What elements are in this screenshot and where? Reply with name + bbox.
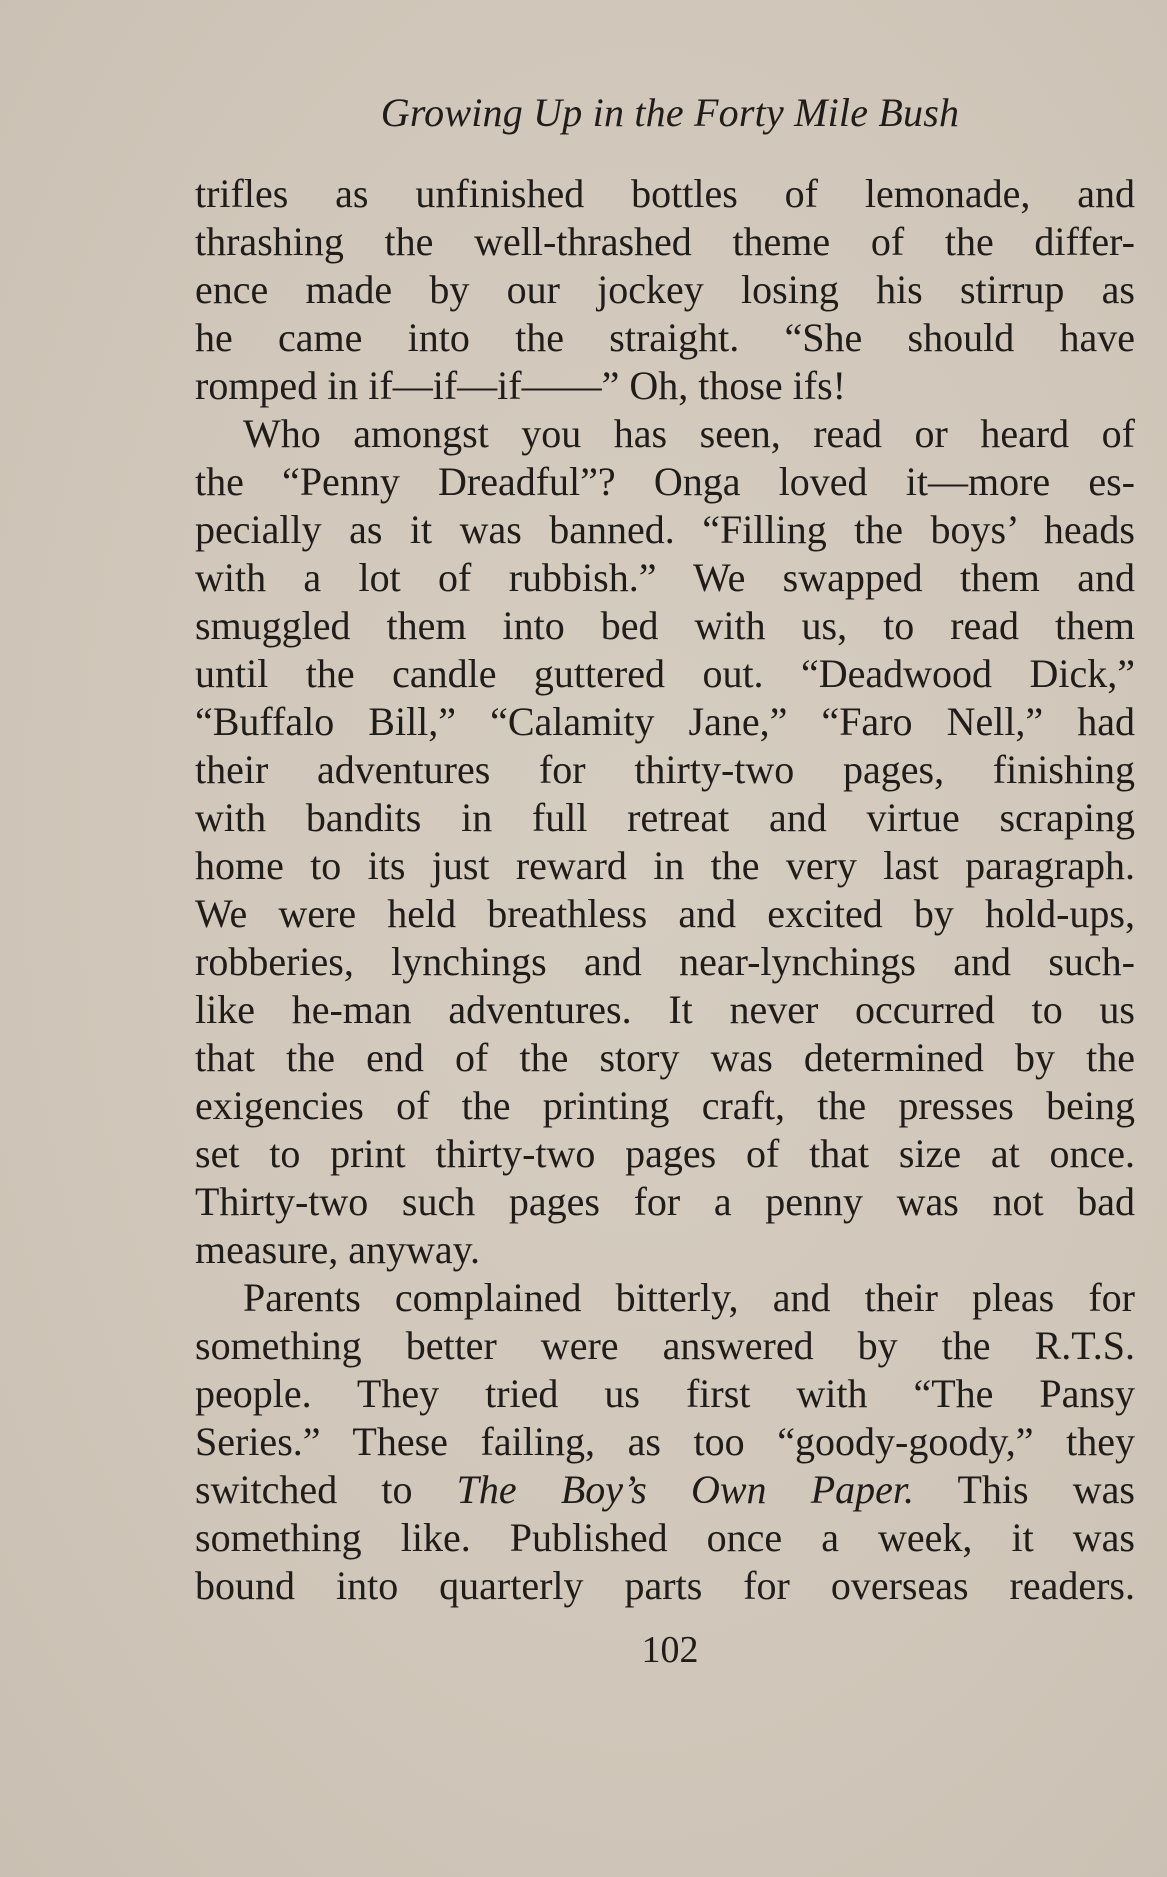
text-line: Who amongst you has seen, read or heard of <box>243 411 1135 456</box>
text-line: romped in if—if—if——” Oh, those ifs! <box>195 363 846 408</box>
text-line: with a lot of rubbish.” We swapped them and <box>195 555 1135 600</box>
text-line: thrashing the well-thrashed theme of the differ- <box>195 219 1135 264</box>
text-line: something better were answered by the R.T.S. <box>195 1323 1135 1368</box>
text-line: like he-man adventures. It never occurred to us <box>195 987 1135 1032</box>
text-line: with bandits in full retreat and virtue scraping <box>195 795 1135 840</box>
text-line: until the candle guttered out. “Deadwood Dick,” <box>195 651 1135 696</box>
text-line: robberies, lynchings and near-lynchings and such- <box>195 939 1135 984</box>
text-line: he came into the straight. “She should have <box>195 315 1135 360</box>
text-line-segment: This was <box>914 1467 1135 1512</box>
page-number: 102 <box>641 1629 699 1671</box>
text-line: exigencies of the printing craft, the presses being <box>195 1083 1135 1128</box>
running-head: Growing Up in the Forty Mile Bush <box>380 90 960 135</box>
text-line: smuggled them into bed with us, to read them <box>195 603 1135 648</box>
text-line: people. They tried us first with “The Pansy <box>195 1371 1135 1416</box>
text-line: We were held breathless and excited by hold-ups, <box>195 891 1135 936</box>
text-line: bound into quarterly parts for overseas readers. <box>195 1563 1135 1608</box>
text-line: Series.” These failing, as too “goody-goody,” they <box>195 1419 1135 1464</box>
text-line: their adventures for thirty-two pages, finishing <box>195 747 1135 792</box>
text-line: “Buffalo Bill,” “Calamity Jane,” “Faro Nell,” had <box>195 699 1135 744</box>
body-text <box>195 170 1135 1610</box>
text-line: home to its just reward in the very last paragraph. <box>195 843 1135 888</box>
text-line: something like. Published once a week, it was <box>195 1515 1135 1560</box>
text-line: set to print thirty-two pages of that size at once. <box>195 1131 1135 1176</box>
text-line: that the end of the story was determined by the <box>195 1035 1135 1080</box>
text-line: Thirty-two such pages for a penny was not bad <box>195 1179 1135 1224</box>
text-line: trifles as unfinished bottles of lemonade, and <box>195 171 1135 216</box>
text-line: the “Penny Dreadful”? Onga loved it—more es- <box>195 459 1135 504</box>
italic-title: The Boy’s Own Paper. <box>456 1467 915 1512</box>
text-line: Parents complained bitterly, and their pleas for <box>243 1275 1135 1320</box>
text-line <box>195 1466 1135 1514</box>
text-line-segment: switched to <box>195 1467 457 1512</box>
text-line: measure, anyway. <box>195 1227 481 1272</box>
text-line: pecially as it was banned. “Filling the boys’ heads <box>195 507 1135 552</box>
text-line: ence made by our jockey losing his stirrup as <box>195 267 1135 312</box>
